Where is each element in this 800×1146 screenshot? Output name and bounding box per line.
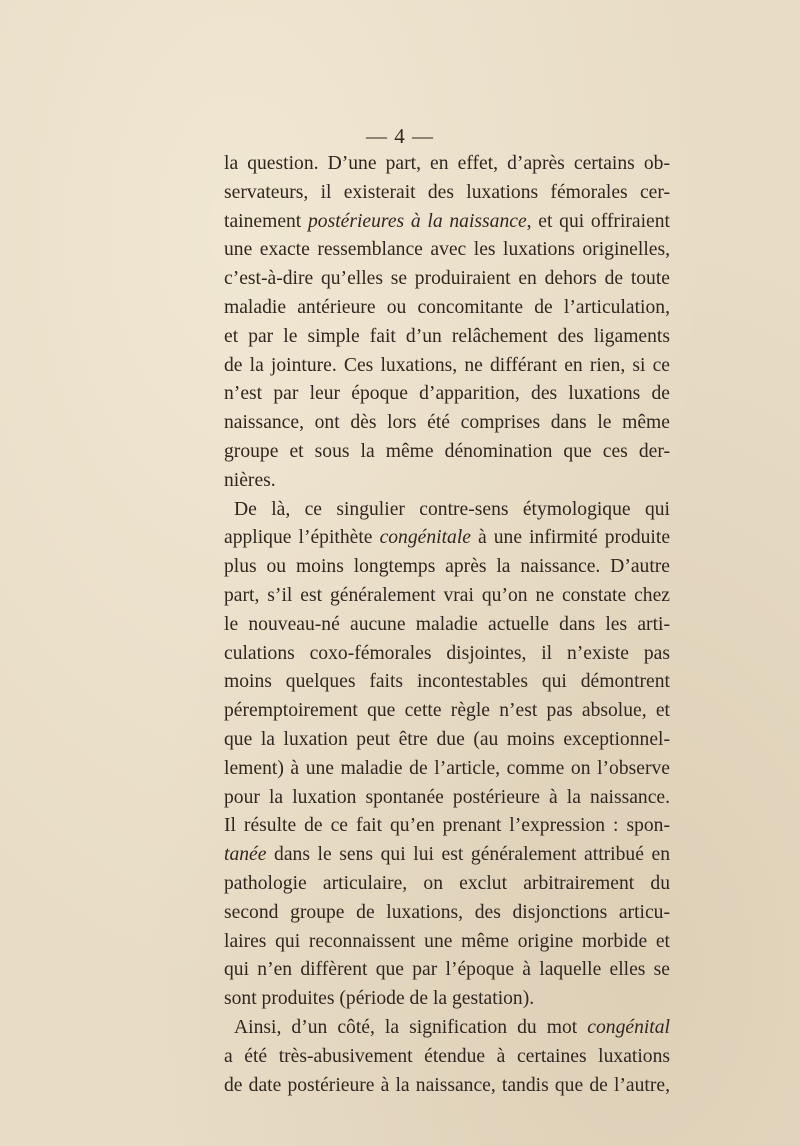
text-line: lement) à une maladie de l’article, comme on l’observe (224, 757, 670, 779)
text-line: part, s’il est généralement vrai qu’on ne constate chez (224, 584, 670, 606)
text-line: c’est-à-dire qu’elles se produiraient en dehors de toute (224, 268, 670, 290)
text-line: la question. D’une part, en effet, d’après certains ob- (224, 153, 670, 174)
text-line (224, 1014, 670, 1043)
text-line: de la jointure. Ces luxations, ne différant en rien, si ce (224, 354, 670, 376)
text-line: pathologie articulaire, on exclut arbitrairement du (224, 872, 670, 894)
text-line: a été très-abusivement étendue à certaines luxations (224, 1045, 670, 1067)
text-line: maladie antérieure ou concomitante de l’articulation, (224, 296, 670, 318)
text-segment: à une infirmité produite (470, 527, 671, 549)
text-line (224, 524, 670, 553)
text-line: Il résulte de ce fait qu’en prenant l’expression : spon- (224, 815, 670, 837)
text-line: le nouveau-né aucune maladie actuelle dans les arti- (224, 613, 670, 635)
text-line: groupe et sous la même dénomination que ces der- (224, 440, 670, 462)
text-line: second groupe de luxations, des disjonctions articu- (224, 901, 670, 923)
text-line: naissance, ont dès lors été comprises dans le même (224, 412, 670, 434)
text-line: de date postérieure à la naissance, tandis que de l’autre, (224, 1074, 670, 1096)
text-line: une exacte ressemblance avec les luxations originelles, (224, 239, 670, 261)
text-segment: tainement (224, 210, 308, 232)
text-segment: , et qui offriraient (526, 210, 670, 232)
text-line: pour la luxation spontanée postérieure à la naissance. (224, 786, 670, 808)
italic-phrase: postérieures à la naissance (308, 210, 527, 232)
text-line: moins quelques faits incontestables qui démontrent (224, 671, 670, 693)
text-line: culations coxo-fémorales disjointes, il n’existe pas (224, 642, 670, 664)
text-line: plus ou moins longtemps après la naissance. D’autre (224, 556, 670, 578)
text-line (224, 208, 670, 237)
text-segment: Ainsi, d’un côté, la signification du mot (234, 1016, 588, 1038)
text-line: servateurs, il existerait des luxations fémorales cer- (224, 181, 670, 203)
body-text (224, 150, 670, 1100)
text-line: qui n’en diffèrent que par l’époque à laquelle elles se (224, 959, 670, 981)
text-line: nières. (224, 469, 276, 491)
italic-word: congénital (587, 1016, 670, 1038)
italic-word: congénitale (379, 527, 471, 549)
text-line: et par le simple fait d’un relâchement des ligaments (224, 325, 670, 347)
text-line (224, 841, 670, 870)
text-line: péremptoirement que cette règle n’est pas absolue, et (224, 700, 670, 722)
italic-word: tanée (224, 844, 267, 866)
text-segment: dans le sens qui lui est généralement attribué en (266, 844, 670, 866)
text-line: n’est par leur époque d’apparition, des luxations de (224, 383, 670, 405)
text-line: que la luxation peut être due (au moins exceptionnel- (224, 728, 670, 750)
page-number: — 4 — (366, 124, 434, 148)
text-line: De là, ce singulier contre-sens étymologique qui (234, 498, 670, 520)
text-segment: applique l’épithète (224, 527, 380, 549)
text-line: laires qui reconnaissent une même origine morbide et (224, 930, 670, 952)
text-line: sont produites (période de la gestation). (224, 988, 535, 1010)
